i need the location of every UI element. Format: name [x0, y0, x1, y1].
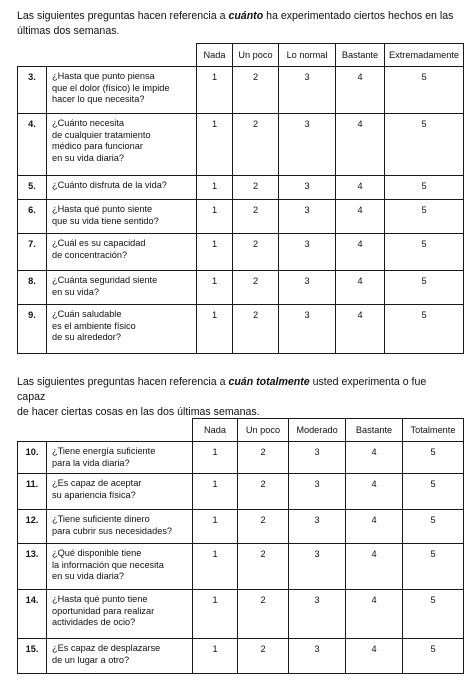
intro-text: de hacer ciertas cosas en las dos últimas semanas. [17, 406, 260, 418]
table-header-row [18, 44, 464, 67]
question-text [47, 510, 193, 544]
question-number: 6. [18, 200, 47, 234]
question-text [47, 590, 193, 639]
question-text [47, 114, 197, 176]
intro-text: Las siguientes preguntas hacen referencia a [17, 376, 229, 388]
intro-text: últimas dos semanas. [17, 25, 120, 37]
question-line: ¿Qué disponible tiene [52, 548, 142, 558]
table-row [18, 67, 464, 114]
question-text [47, 67, 197, 114]
response-option[interactable]: 5 [385, 234, 464, 271]
table-row [18, 271, 464, 305]
question-number: 8. [18, 271, 47, 305]
question-line: ¿Es capaz de desplazarse [52, 643, 161, 653]
question-line: oportunidad para realizar [52, 605, 155, 616]
col-header: Totalmente [403, 419, 464, 442]
response-option[interactable]: 4 [346, 590, 403, 639]
question-line: ¿Es capaz de aceptar [52, 478, 142, 488]
response-option[interactable]: 1 [197, 234, 233, 271]
response-option[interactable]: 2 [233, 200, 279, 234]
response-option[interactable]: 3 [279, 234, 336, 271]
question-line: que el dolor (físico) le impide [52, 82, 170, 93]
response-option[interactable]: 2 [238, 639, 289, 674]
question-text [47, 271, 197, 305]
response-option[interactable]: 2 [233, 67, 279, 114]
question-line: hacer lo que necesita? [52, 94, 145, 105]
intro-emphasis: cuánto [228, 10, 264, 22]
question-line: para cubrir sus necesidades? [52, 525, 173, 536]
section1-intro [17, 9, 457, 39]
response-option[interactable]: 2 [233, 176, 279, 200]
response-option[interactable]: 2 [233, 271, 279, 305]
question-line: ¿Hasta qué punto siente [52, 204, 153, 214]
response-option[interactable]: 5 [403, 639, 464, 674]
response-option[interactable]: 4 [336, 305, 385, 354]
response-option[interactable]: 1 [193, 510, 238, 544]
question-line: ¿Cuánto necesita [52, 118, 125, 128]
question-text [47, 442, 193, 474]
response-option[interactable]: 3 [289, 442, 346, 474]
table-row [18, 442, 464, 474]
question-text [47, 544, 193, 590]
section2-intro [17, 375, 457, 420]
response-option[interactable]: 3 [289, 544, 346, 590]
question-number: 4. [18, 114, 47, 176]
question-line: en su vida? [52, 286, 99, 297]
response-option[interactable]: 3 [289, 510, 346, 544]
response-option[interactable]: 5 [385, 200, 464, 234]
question-line: su apariencia física? [52, 489, 136, 500]
col-header: Un poco [238, 419, 289, 442]
question-line: ¿Cuán saludable [52, 309, 122, 319]
table-header-row [18, 419, 464, 442]
response-option[interactable]: 2 [233, 234, 279, 271]
response-option[interactable]: 4 [336, 234, 385, 271]
intro-text: Las siguientes preguntas hacen referencia a [17, 10, 229, 22]
response-option[interactable]: 5 [385, 114, 464, 176]
question-line: para la vida diaria? [52, 457, 130, 468]
question-text [47, 474, 193, 510]
response-option[interactable]: 2 [238, 510, 289, 544]
intro-text: ha experimentado ciertos hechos en las [263, 10, 454, 22]
response-option[interactable]: 5 [403, 544, 464, 590]
response-option[interactable]: 3 [289, 474, 346, 510]
question-line: ¿Tiene suficiente dinero [52, 514, 150, 524]
question-text [47, 234, 197, 271]
response-option[interactable]: 3 [279, 200, 336, 234]
table-row [18, 590, 464, 639]
question-text [47, 305, 197, 354]
response-option[interactable]: 4 [336, 176, 385, 200]
response-option[interactable]: 2 [238, 442, 289, 474]
question-line: de cualquier tratamiento [52, 129, 151, 140]
response-option[interactable]: 3 [279, 67, 336, 114]
response-option[interactable]: 2 [238, 590, 289, 639]
question-line: actividades de ocio? [52, 617, 136, 628]
table-row [18, 544, 464, 590]
table-row [18, 176, 464, 200]
question-text [47, 176, 197, 200]
question-line: de concentración? [52, 249, 128, 260]
response-option[interactable]: 3 [289, 639, 346, 674]
question-number: 9. [18, 305, 47, 354]
response-option[interactable]: 1 [193, 474, 238, 510]
table-row [18, 510, 464, 544]
question-line: de un lugar a otro? [52, 654, 130, 665]
response-option[interactable]: 4 [346, 474, 403, 510]
response-option[interactable]: 3 [279, 114, 336, 176]
question-line: que su vida tiene sentido? [52, 215, 159, 226]
response-option[interactable]: 1 [193, 442, 238, 474]
response-option[interactable]: 1 [193, 590, 238, 639]
header-blank [18, 44, 197, 67]
question-line: en su vida diaria? [52, 152, 125, 163]
header-blank [18, 419, 193, 442]
col-header: Extremadamente [385, 44, 464, 67]
response-option[interactable]: 1 [197, 114, 233, 176]
question-line: en su vida diaria? [52, 571, 125, 582]
response-option[interactable]: 2 [233, 305, 279, 354]
response-option[interactable]: 4 [346, 544, 403, 590]
response-option[interactable]: 5 [403, 474, 464, 510]
question-number: 7. [18, 234, 47, 271]
response-option[interactable]: 2 [233, 114, 279, 176]
intro-text: usted experimenta o fue capaz [17, 376, 427, 403]
response-option[interactable]: 4 [346, 510, 403, 544]
table-row [18, 639, 464, 674]
response-option[interactable]: 4 [346, 639, 403, 674]
question-text [47, 200, 197, 234]
col-header: Bastante [336, 44, 385, 67]
question-line: ¿Cuánta seguridad siente [52, 275, 158, 285]
response-option[interactable]: 1 [197, 200, 233, 234]
response-option[interactable]: 1 [193, 544, 238, 590]
response-option[interactable]: 5 [385, 271, 464, 305]
response-option[interactable]: 2 [238, 474, 289, 510]
questionnaire-table-2 [17, 418, 464, 674]
col-header: Lo normal [279, 44, 336, 67]
table-row [18, 234, 464, 271]
col-header: Moderado [289, 419, 346, 442]
col-header: Nada [193, 419, 238, 442]
col-header: Bastante [346, 419, 403, 442]
col-header: Un poco [233, 44, 279, 67]
question-line: ¿Hasta que punto piensa [52, 71, 155, 81]
question-line: ¿Hasta qué punto tiene [52, 594, 148, 604]
response-option[interactable]: 5 [403, 442, 464, 474]
table-row [18, 305, 464, 354]
question-number: 14. [18, 590, 47, 639]
question-number: 3. [18, 67, 47, 114]
response-option[interactable]: 4 [336, 271, 385, 305]
response-option[interactable]: 3 [279, 305, 336, 354]
response-option[interactable]: 4 [336, 200, 385, 234]
response-option[interactable]: 5 [385, 67, 464, 114]
response-option[interactable]: 5 [385, 176, 464, 200]
question-line: médico para funcionar [52, 141, 143, 152]
response-option[interactable]: 1 [197, 271, 233, 305]
response-option[interactable]: 4 [346, 442, 403, 474]
question-number: 10. [18, 442, 47, 474]
table-row [18, 200, 464, 234]
response-option[interactable]: 3 [279, 271, 336, 305]
response-option[interactable]: 3 [289, 590, 346, 639]
response-option[interactable]: 4 [336, 114, 385, 176]
question-text [47, 639, 193, 674]
question-number: 15. [18, 639, 47, 674]
response-option[interactable]: 1 [193, 639, 238, 674]
response-option[interactable]: 5 [403, 510, 464, 544]
question-line: ¿Tiene energía suficiente [52, 446, 156, 456]
question-line: ¿Cuánto disfruta de la vida? [52, 180, 167, 190]
col-header: Nada [197, 44, 233, 67]
table-row [18, 474, 464, 510]
question-number: 5. [18, 176, 47, 200]
question-number: 13. [18, 544, 47, 590]
question-number: 11. [18, 474, 47, 510]
question-number: 12. [18, 510, 47, 544]
question-line: de su alrededor? [52, 332, 121, 343]
question-line: la información que necesita [52, 559, 164, 570]
question-line: ¿Cuál es su capacidad [52, 238, 146, 248]
question-line: es el ambiente físico [52, 320, 136, 331]
response-option[interactable]: 4 [336, 67, 385, 114]
intro-emphasis: cuán totalmente [228, 376, 310, 388]
response-option[interactable]: 1 [197, 176, 233, 200]
table-row [18, 114, 464, 176]
response-option[interactable]: 1 [197, 305, 233, 354]
questionnaire-table-1 [17, 43, 464, 354]
response-option[interactable]: 1 [197, 67, 233, 114]
response-option[interactable]: 5 [385, 305, 464, 354]
response-option[interactable]: 3 [279, 176, 336, 200]
response-option[interactable]: 2 [238, 544, 289, 590]
response-option[interactable]: 5 [403, 590, 464, 639]
